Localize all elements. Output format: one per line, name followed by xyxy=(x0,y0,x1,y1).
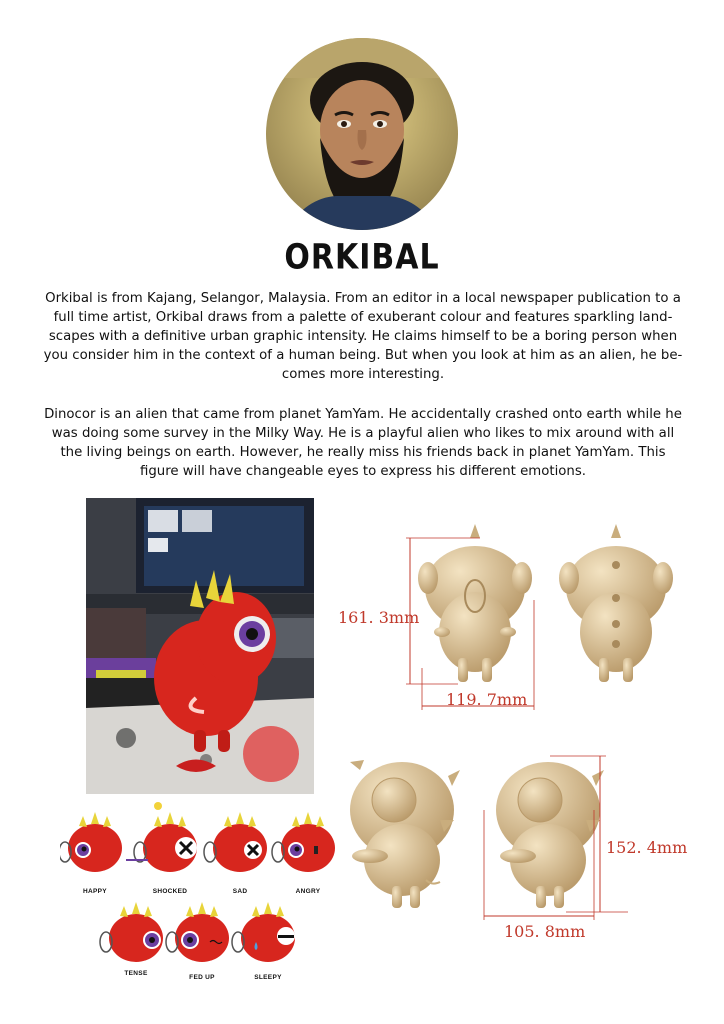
figure-photo xyxy=(86,498,314,794)
emotion-label-happy: HAPPY xyxy=(83,888,107,895)
model-views xyxy=(330,520,720,980)
character-description: Dinocor is an alien that came from planet YamYam. He accidentally crashed onto earth while he was doing some survey in the Milky Way. He is a playful alien who likes to mix around with all the living beings on earth. However, he really miss his friends back in planet YamYam. This figure will have changeable eyes to express his different emotions. xyxy=(44,407,682,479)
emotion-label-sleepy: SLEEPY xyxy=(254,974,282,981)
dim-front-width: 119. 7mm xyxy=(446,690,528,709)
model-side-view-left xyxy=(350,760,460,908)
model-front-view xyxy=(418,524,532,682)
dim-side-width: 105. 8mm xyxy=(504,922,586,941)
artist-portrait xyxy=(266,38,458,230)
face-happy xyxy=(60,812,122,872)
artist-bio: Orkibal is from Kajang, Selangor, Malaysia. From an editor in a local newspaper publication to a full time artist, Orkibal draws from a palette of exuberant colour and features sparkling land- scapes with a definitive urban graphic intensity. He claims himself to be a boring person when you consider him in the context of a human being. But when you look at him as an alien, he be- comes more interesting. xyxy=(43,291,683,382)
face-angry xyxy=(272,812,335,872)
emotion-label-shocked: SHOCKED xyxy=(152,888,188,895)
emotion-chart xyxy=(60,800,340,990)
face-sad xyxy=(204,812,267,872)
lightbulb-icon xyxy=(154,802,162,810)
artist-name: ORKIBAL xyxy=(284,237,440,278)
emotion-label-angry: ANGRY xyxy=(295,888,321,895)
dim-front-height: 161. 3mm xyxy=(338,608,420,627)
emotion-label-fed-up: FED UP xyxy=(189,974,215,981)
emotion-label-sad: SAD xyxy=(232,888,248,895)
emotion-label-tense: TENSE xyxy=(124,970,148,977)
model-back-view xyxy=(559,524,673,682)
face-fed-up xyxy=(166,902,229,962)
dim-side-height: 152. 4mm xyxy=(606,838,688,857)
